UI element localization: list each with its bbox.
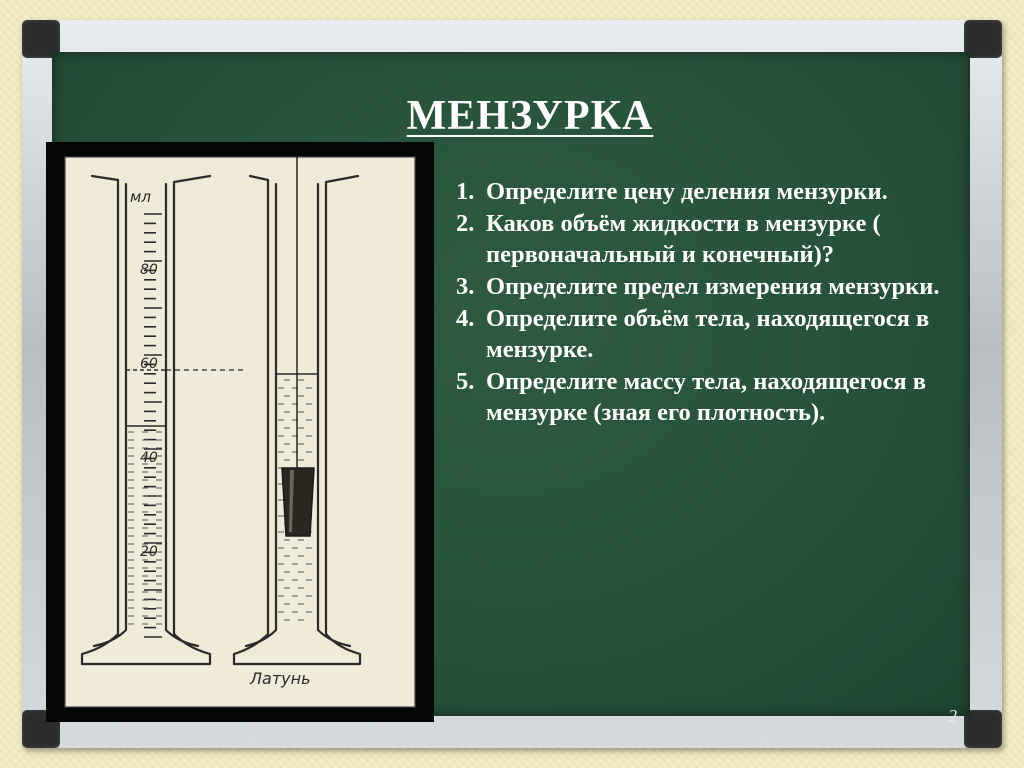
- task-number: 3.: [456, 273, 475, 300]
- scale-label-60: 60: [140, 356, 158, 372]
- task-item: [456, 303, 956, 365]
- scale-label-80: 80: [140, 262, 158, 278]
- task-text: Каков объём жидкости в мензурке ( первоначальный и конечный)?: [486, 210, 881, 268]
- task-text: Определите массу тела, находящегося в мензурке (зная его плотность).: [486, 368, 926, 426]
- task-number: 4.: [456, 305, 475, 332]
- task-item: [456, 176, 956, 207]
- unit-label: мл: [130, 188, 151, 206]
- task-item: [456, 208, 956, 270]
- page-number: 2: [948, 706, 957, 726]
- scale-label-40: 40: [140, 450, 158, 466]
- measuring-cylinder-figure: [46, 142, 434, 722]
- task-number: 5.: [456, 368, 475, 395]
- task-item: [456, 271, 956, 302]
- brass-body: [282, 468, 314, 536]
- task-list: [456, 176, 956, 429]
- task-number: 1.: [456, 178, 475, 205]
- figure-caption: Латунь: [250, 669, 311, 688]
- task-item: [456, 366, 956, 428]
- task-text: Определите предел измерения мензурки.: [486, 273, 940, 300]
- measuring-cylinders-illustration: [64, 156, 416, 708]
- scale-label-20: 20: [140, 544, 158, 560]
- task-text: Определите объём тела, находящегося в мензурке.: [486, 305, 930, 363]
- task-text: Определите цену деления мензурки.: [486, 178, 888, 205]
- task-number: 2.: [456, 210, 475, 237]
- slide-title: МЕНЗУРКА: [406, 93, 654, 139]
